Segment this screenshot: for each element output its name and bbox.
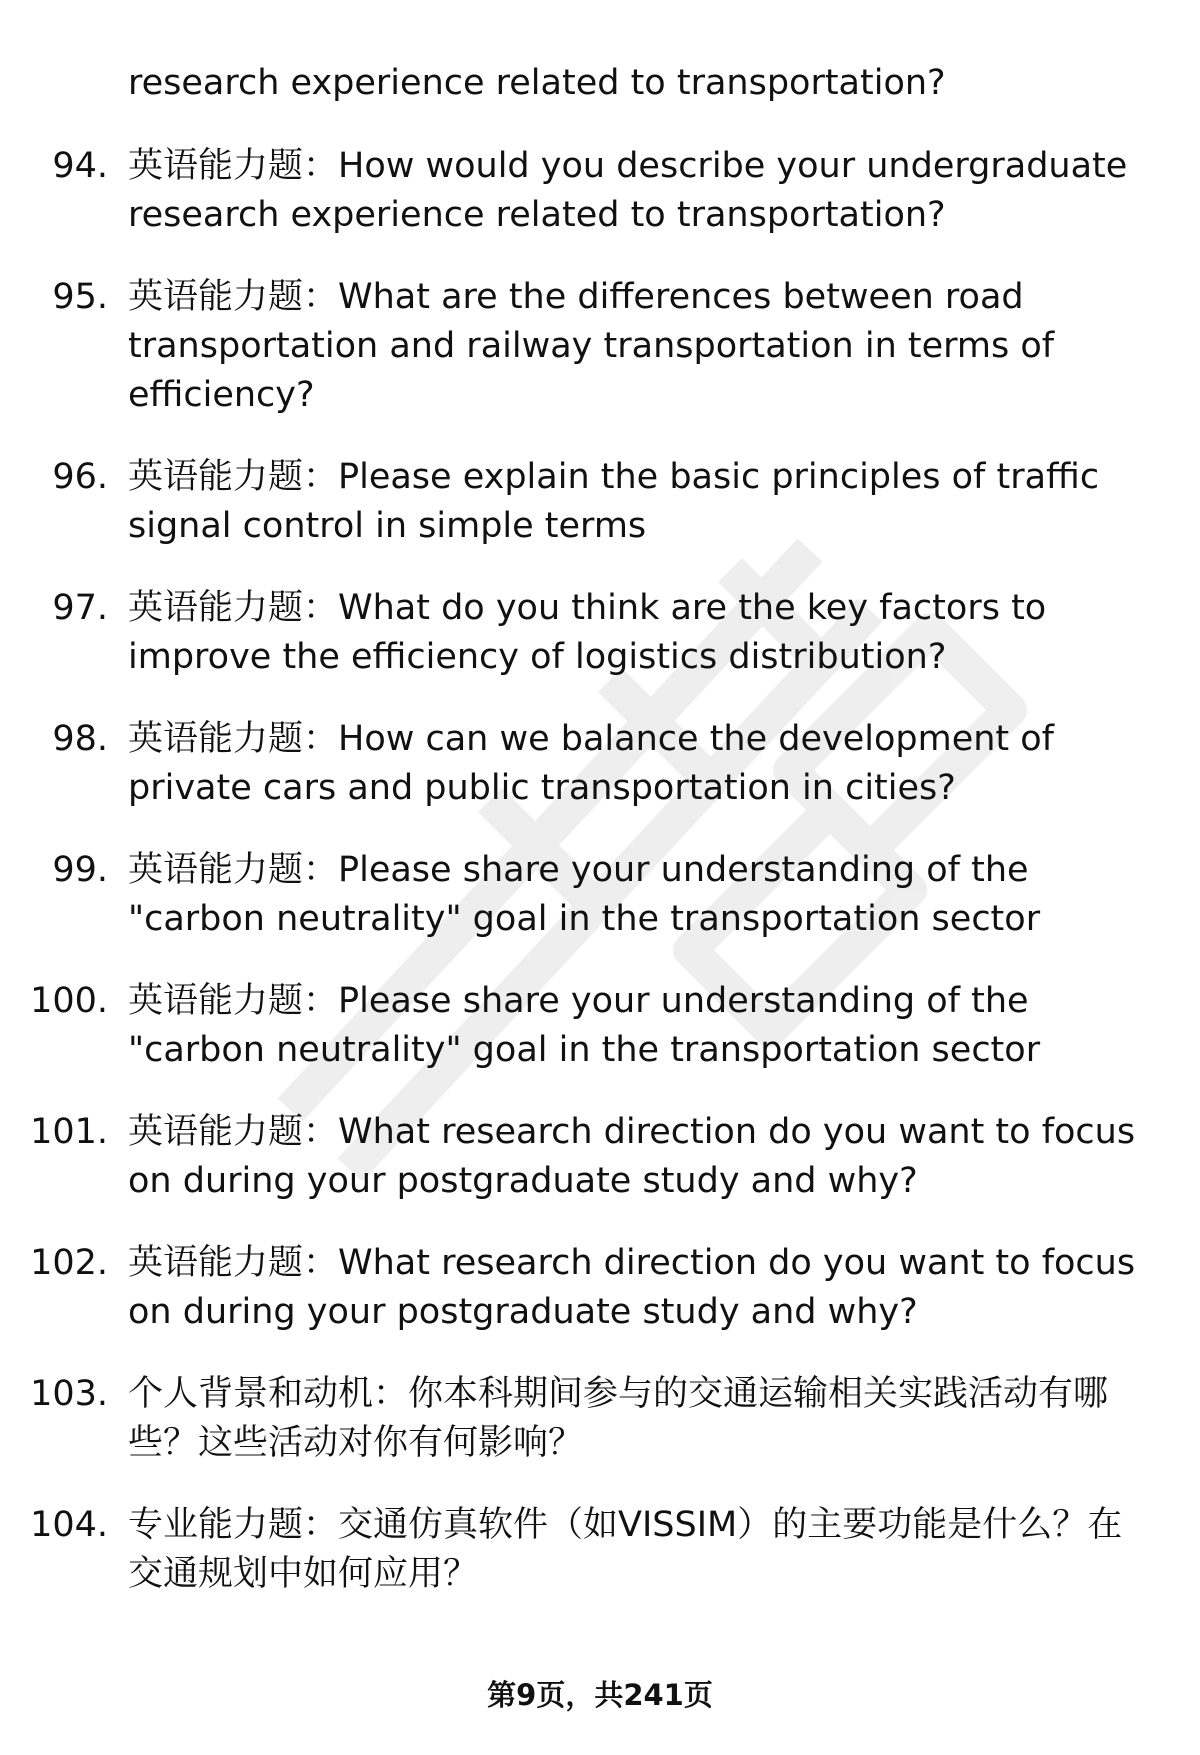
question-list <box>0 142 1200 1632</box>
question-item <box>0 1108 1148 1206</box>
question-number: 97. <box>52 588 108 628</box>
question-text: 英语能力题：What research direction do you want to focus on during your postgraduate study and why? <box>128 1112 1136 1201</box>
question-number: 104. <box>30 1505 108 1545</box>
question-number: 95. <box>52 277 108 317</box>
question-item <box>0 1501 1148 1599</box>
question-number: 100. <box>30 981 108 1021</box>
question-item <box>0 715 1148 813</box>
page-footer: 第9页，共241页 <box>487 1678 713 1712</box>
question-text: 英语能力题：Please explain the basic principles of traffic signal control in simple terms <box>128 457 1100 546</box>
question-text: 英语能力题：How would you describe your undergraduate research experience related to transportation? <box>128 146 1128 235</box>
question-text: 英语能力题：How can we balance the development of private cars and public transportation in cities? <box>128 719 1054 808</box>
question-number: 98. <box>52 719 108 759</box>
question-number: 102. <box>30 1243 108 1283</box>
question-number: 101. <box>30 1112 108 1152</box>
question-text: 英语能力题：Please share your understanding of the "carbon neutrality" goal in the transportation sector <box>128 850 1041 939</box>
question-text: 英语能力题：What research direction do you want to focus on during your postgraduate study and why? <box>128 1243 1136 1332</box>
question-number: 96. <box>52 457 108 497</box>
question-number: 103. <box>30 1374 108 1414</box>
question-item <box>0 977 1148 1075</box>
question-item <box>0 1239 1148 1337</box>
question-item <box>0 846 1148 944</box>
question-item <box>0 453 1148 551</box>
question-text: 专业能力题：交通仿真软件（如VISSIM）的主要功能是什么？在交通规划中如何应用？ <box>128 1505 1123 1594</box>
continued-question-text: research experience related to transportation? <box>128 63 946 103</box>
question-item <box>0 584 1148 682</box>
question-text: 英语能力题：What are the differences between road transportation and railway transportation in terms of efficiency? <box>128 277 1055 415</box>
question-text: 个人背景和动机：你本科期间参与的交通运输相关实践活动有哪些？这些活动对你有何影响？ <box>128 1374 1109 1463</box>
question-text: 英语能力题：What do you think are the key factors to improve the efficiency of logistics distribution? <box>128 588 1047 677</box>
question-item <box>0 273 1148 420</box>
question-number: 99. <box>52 850 108 890</box>
question-text: 英语能力题：Please share your understanding of the "carbon neutrality" goal in the transportation sector <box>128 981 1041 1070</box>
question-item <box>0 1370 1148 1468</box>
question-item <box>0 142 1148 240</box>
question-number: 94. <box>52 146 108 186</box>
